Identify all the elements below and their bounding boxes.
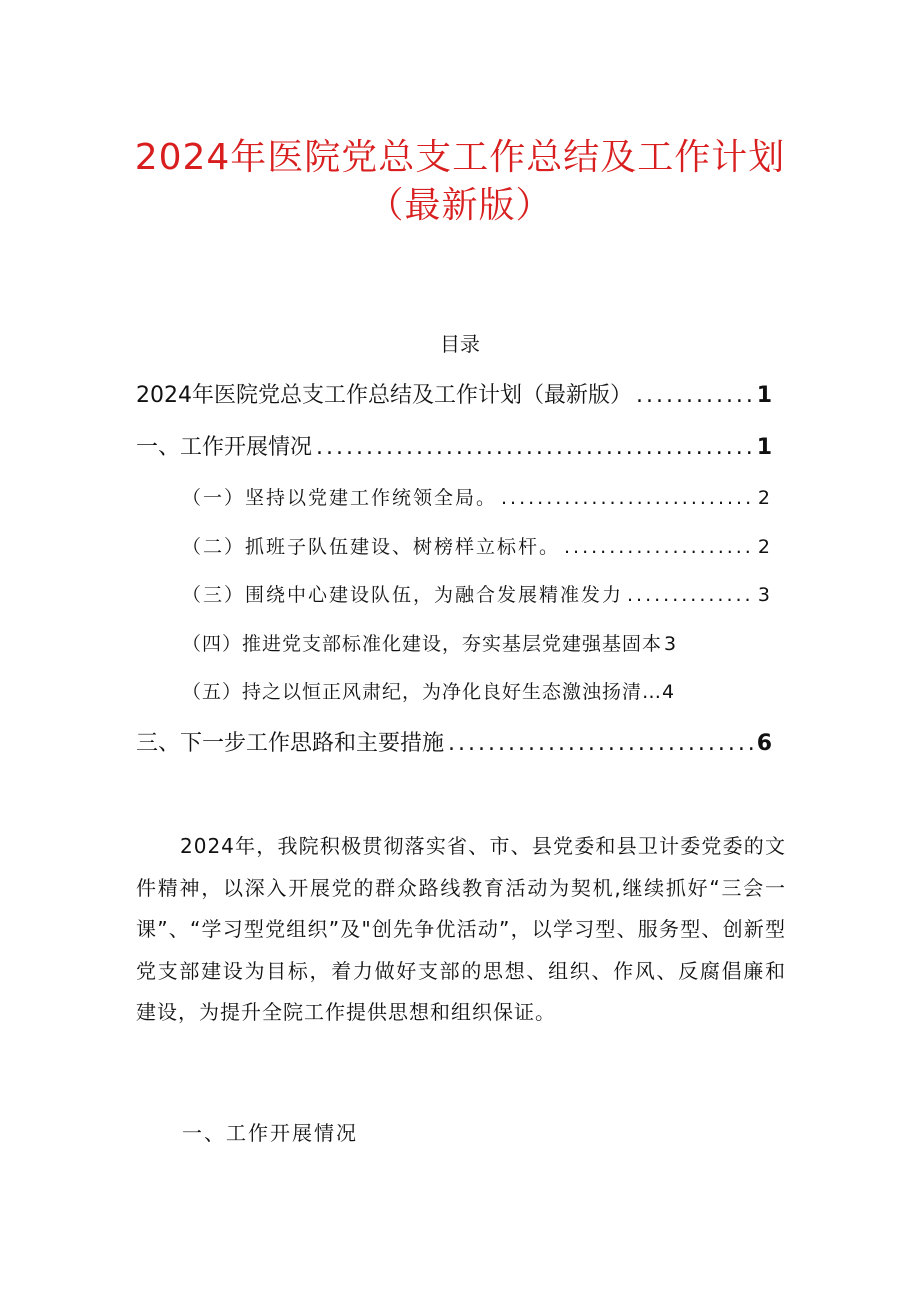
intro-paragraph: 2024年，我院积极贯彻落实省、市、县党委和县卫计委党委的文件精神，以深入开展党的群众路线教育活动为契机,继续抓好“三会一课”、“学习型党组织”及"创先争优活动”，以学习型、服务型、创新型党支部建设为目标，着力做好支部的思想、组织、作风、反腐倡廉和建设，为提升全院工作提供思想和组织保证。	[136, 834, 786, 1024]
toc-subentry[interactable]	[182, 678, 772, 706]
toc-entry-label: （一）坚持以党建工作统领全局。	[182, 487, 498, 509]
toc-leader-dots	[316, 432, 753, 464]
toc-entry-page: 1	[756, 435, 772, 460]
toc-entry-label: （四）推进党支部标准化建设，夯实基层党建强基固本	[182, 633, 663, 655]
toc-subentry[interactable]	[182, 533, 772, 561]
toc-entry[interactable]	[136, 380, 772, 412]
toc-subentry[interactable]	[182, 484, 772, 512]
toc-entry-page: 3	[664, 633, 678, 655]
toc-entry-page: 4	[662, 681, 676, 703]
toc-entry-page: 3	[757, 584, 772, 606]
toc-entry-page: 2	[757, 487, 772, 509]
document-title-line2: （最新版）	[367, 185, 553, 226]
toc-entry-label: （五）持之以恒正风肃纪，为净化良好生态激浊扬清…	[182, 681, 663, 703]
toc-leader-dots	[501, 484, 754, 512]
toc-entry-label: 一、工作开展情况	[136, 435, 313, 460]
toc-leader-dots	[627, 581, 754, 609]
toc-leader-dots	[636, 380, 753, 412]
toc-heading: 目录	[440, 332, 480, 356]
toc-entry-page: 1	[756, 383, 772, 408]
toc-entry[interactable]	[136, 728, 772, 760]
toc-entry-label: （三）围绕中心建设队伍，为融合发展精准发力	[182, 584, 624, 606]
toc-subentry[interactable]	[182, 630, 772, 658]
toc-entry-label: 三、下一步工作思路和主要措施	[136, 731, 445, 756]
toc-entry-label: 2024年医院党总支工作总结及工作计划（最新版）	[136, 383, 632, 408]
toc-leader-dots	[448, 728, 753, 760]
toc-entry-label: （二）抓班子队伍建设、树榜样立标杆。	[182, 536, 561, 558]
section-heading: 一、工作开展情况	[182, 1121, 358, 1145]
toc-entry-page: 2	[757, 536, 772, 558]
toc-subentry[interactable]	[182, 581, 772, 609]
toc-entry[interactable]	[136, 432, 772, 464]
toc-entry-page: 6	[756, 731, 772, 756]
toc-leader-dots	[564, 533, 754, 561]
document-title-line1: 2024年医院党总支工作总结及工作计划	[134, 137, 786, 178]
